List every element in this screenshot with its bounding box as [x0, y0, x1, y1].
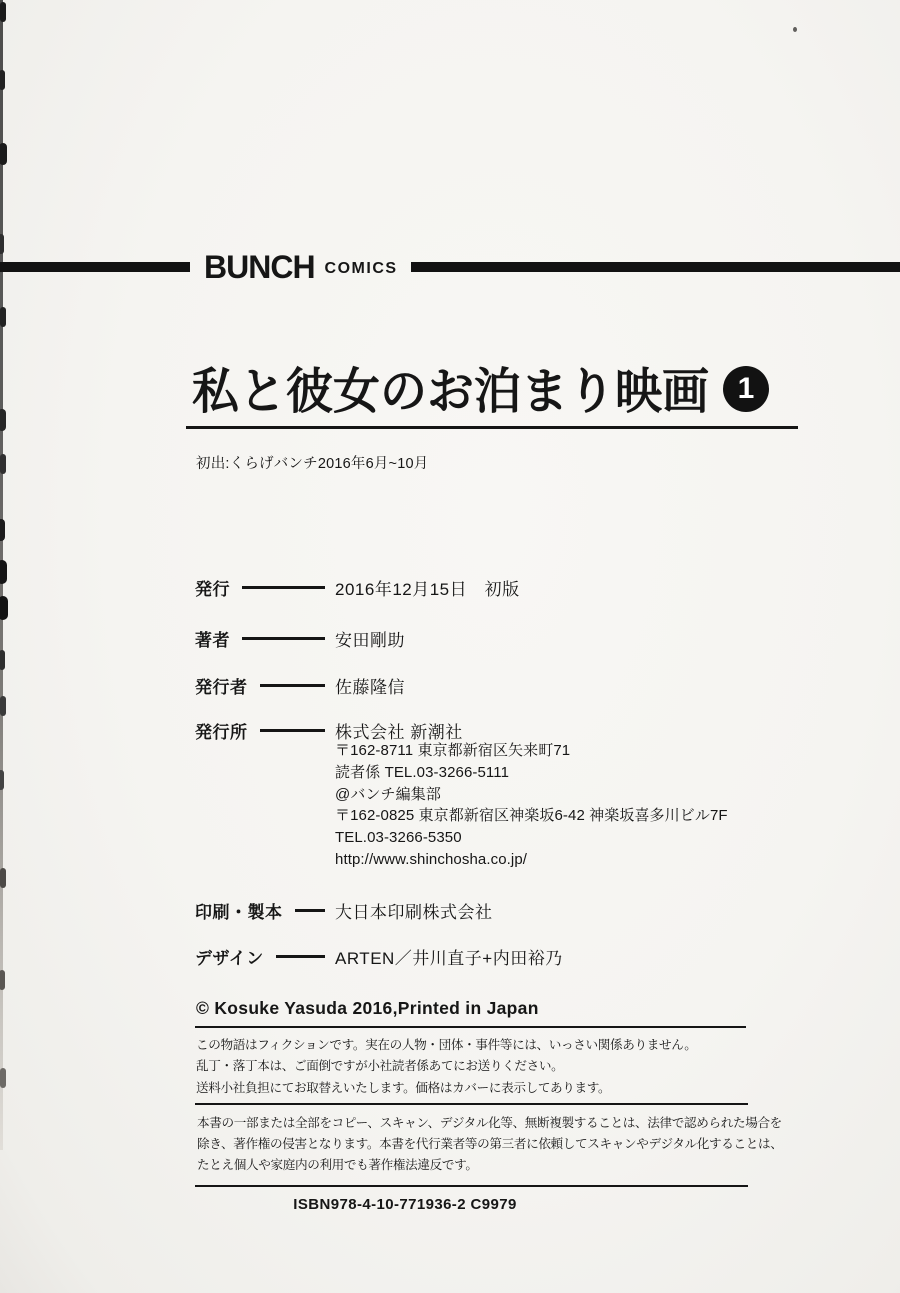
publisher-address-2: 〒162-0825 東京都新宿区神楽坂6-42 神楽坂喜多川ビル7F [335, 807, 728, 825]
book-title-block [192, 354, 769, 421]
leader-line [260, 684, 326, 686]
publisher-url: http://www.shinchosha.co.jp/ [335, 850, 528, 868]
notice-fiction: この物語はフィクションです。実在の人物・団体・事件等には、いっさい関係ありません。 [196, 1038, 697, 1052]
publisher-tel: TEL.03-3266-5350 [335, 829, 462, 847]
colophon-value: ARTEN／井川直子+内田裕乃 [335, 948, 563, 968]
colophon-value: 株式会社 新潮社 [335, 722, 463, 742]
colophon-label: デザイン [195, 948, 264, 968]
scan-speck [793, 27, 797, 32]
leader-line [260, 729, 326, 731]
publisher-reader-tel: 読者係 TEL.03-3266-5111 [335, 763, 510, 781]
publisher-address-1: 〒162-8711 東京都新宿区矢来町71 [335, 742, 571, 759]
colophon-row-design [195, 946, 563, 966]
copyright-rule [195, 1026, 746, 1028]
imprint-bar-left [0, 262, 190, 272]
leader-line [276, 955, 325, 957]
colophon-row-printing [195, 900, 493, 920]
colophon-label: 発行所 [195, 722, 248, 742]
first-publication-note: 初出:くらげバンチ2016年6月~10月 [196, 456, 429, 472]
colophon-label: 発行 [195, 579, 230, 599]
isbn-line: ISBN978-4-10-771936-2 C9979 [293, 1196, 517, 1213]
scan-gutter-blobs [0, 2, 6, 22]
legal-line-1: 本書の一部または全部をコピー、スキャン、デジタル化等、無断複製することは、法律で認められた場合を [197, 1116, 782, 1130]
notice-defective-copies: 乱丁・落丁本は、ご面倒ですが小社読者係あてにお送りください。 [196, 1059, 564, 1074]
colophon-row-publisher [195, 720, 463, 740]
publisher-editorial-dept: @バンチ編集部 [335, 785, 441, 803]
colophon-value: 2016年12月15日 初版 [335, 579, 520, 599]
colophon-value: 大日本印刷株式会社 [335, 902, 493, 922]
title-underline [186, 426, 798, 429]
notice-replacement: 送料小社負担にてお取替えいたします。価格はカバーに表示してあります。 [196, 1080, 611, 1095]
scan-gutter-line [0, 0, 3, 1150]
imprint-band [0, 248, 900, 285]
colophon-value: 安田剛助 [335, 630, 405, 650]
legal-line-3: たとえ個人や家庭内の利用でも著作権法違反です。 [197, 1158, 478, 1172]
leader-line [242, 637, 325, 639]
legal-line-2: 除き、著作権の侵害となります。本書を代行業者等の第三者に依頼してスキャンやデジタル化することは、 [197, 1137, 783, 1151]
leader-line [295, 909, 326, 911]
book-title: 私と彼女のお泊まり映画 [192, 363, 709, 419]
colophon-row-issuer [195, 675, 405, 695]
colophon-row-published [195, 577, 520, 597]
imprint-name: BUNCH [204, 248, 315, 285]
colophon-label: 発行者 [195, 677, 248, 697]
copyright-legal-box [195, 1103, 783, 1187]
leader-line [242, 586, 325, 588]
colophon-label: 印刷・製本 [195, 902, 283, 922]
imprint-type: COMICS [324, 259, 398, 277]
notices-block [196, 1035, 696, 1099]
colophon-value: 佐藤隆信 [335, 677, 405, 697]
copyright-line: © Kosuke Yasuda 2016,Printed in Japan [196, 998, 539, 1018]
volume-badge: 1 [723, 366, 769, 412]
imprint-bar-right [411, 262, 900, 272]
colophon-label: 著者 [195, 630, 230, 650]
colophon-row-author [195, 628, 405, 648]
publisher-details [335, 740, 728, 871]
